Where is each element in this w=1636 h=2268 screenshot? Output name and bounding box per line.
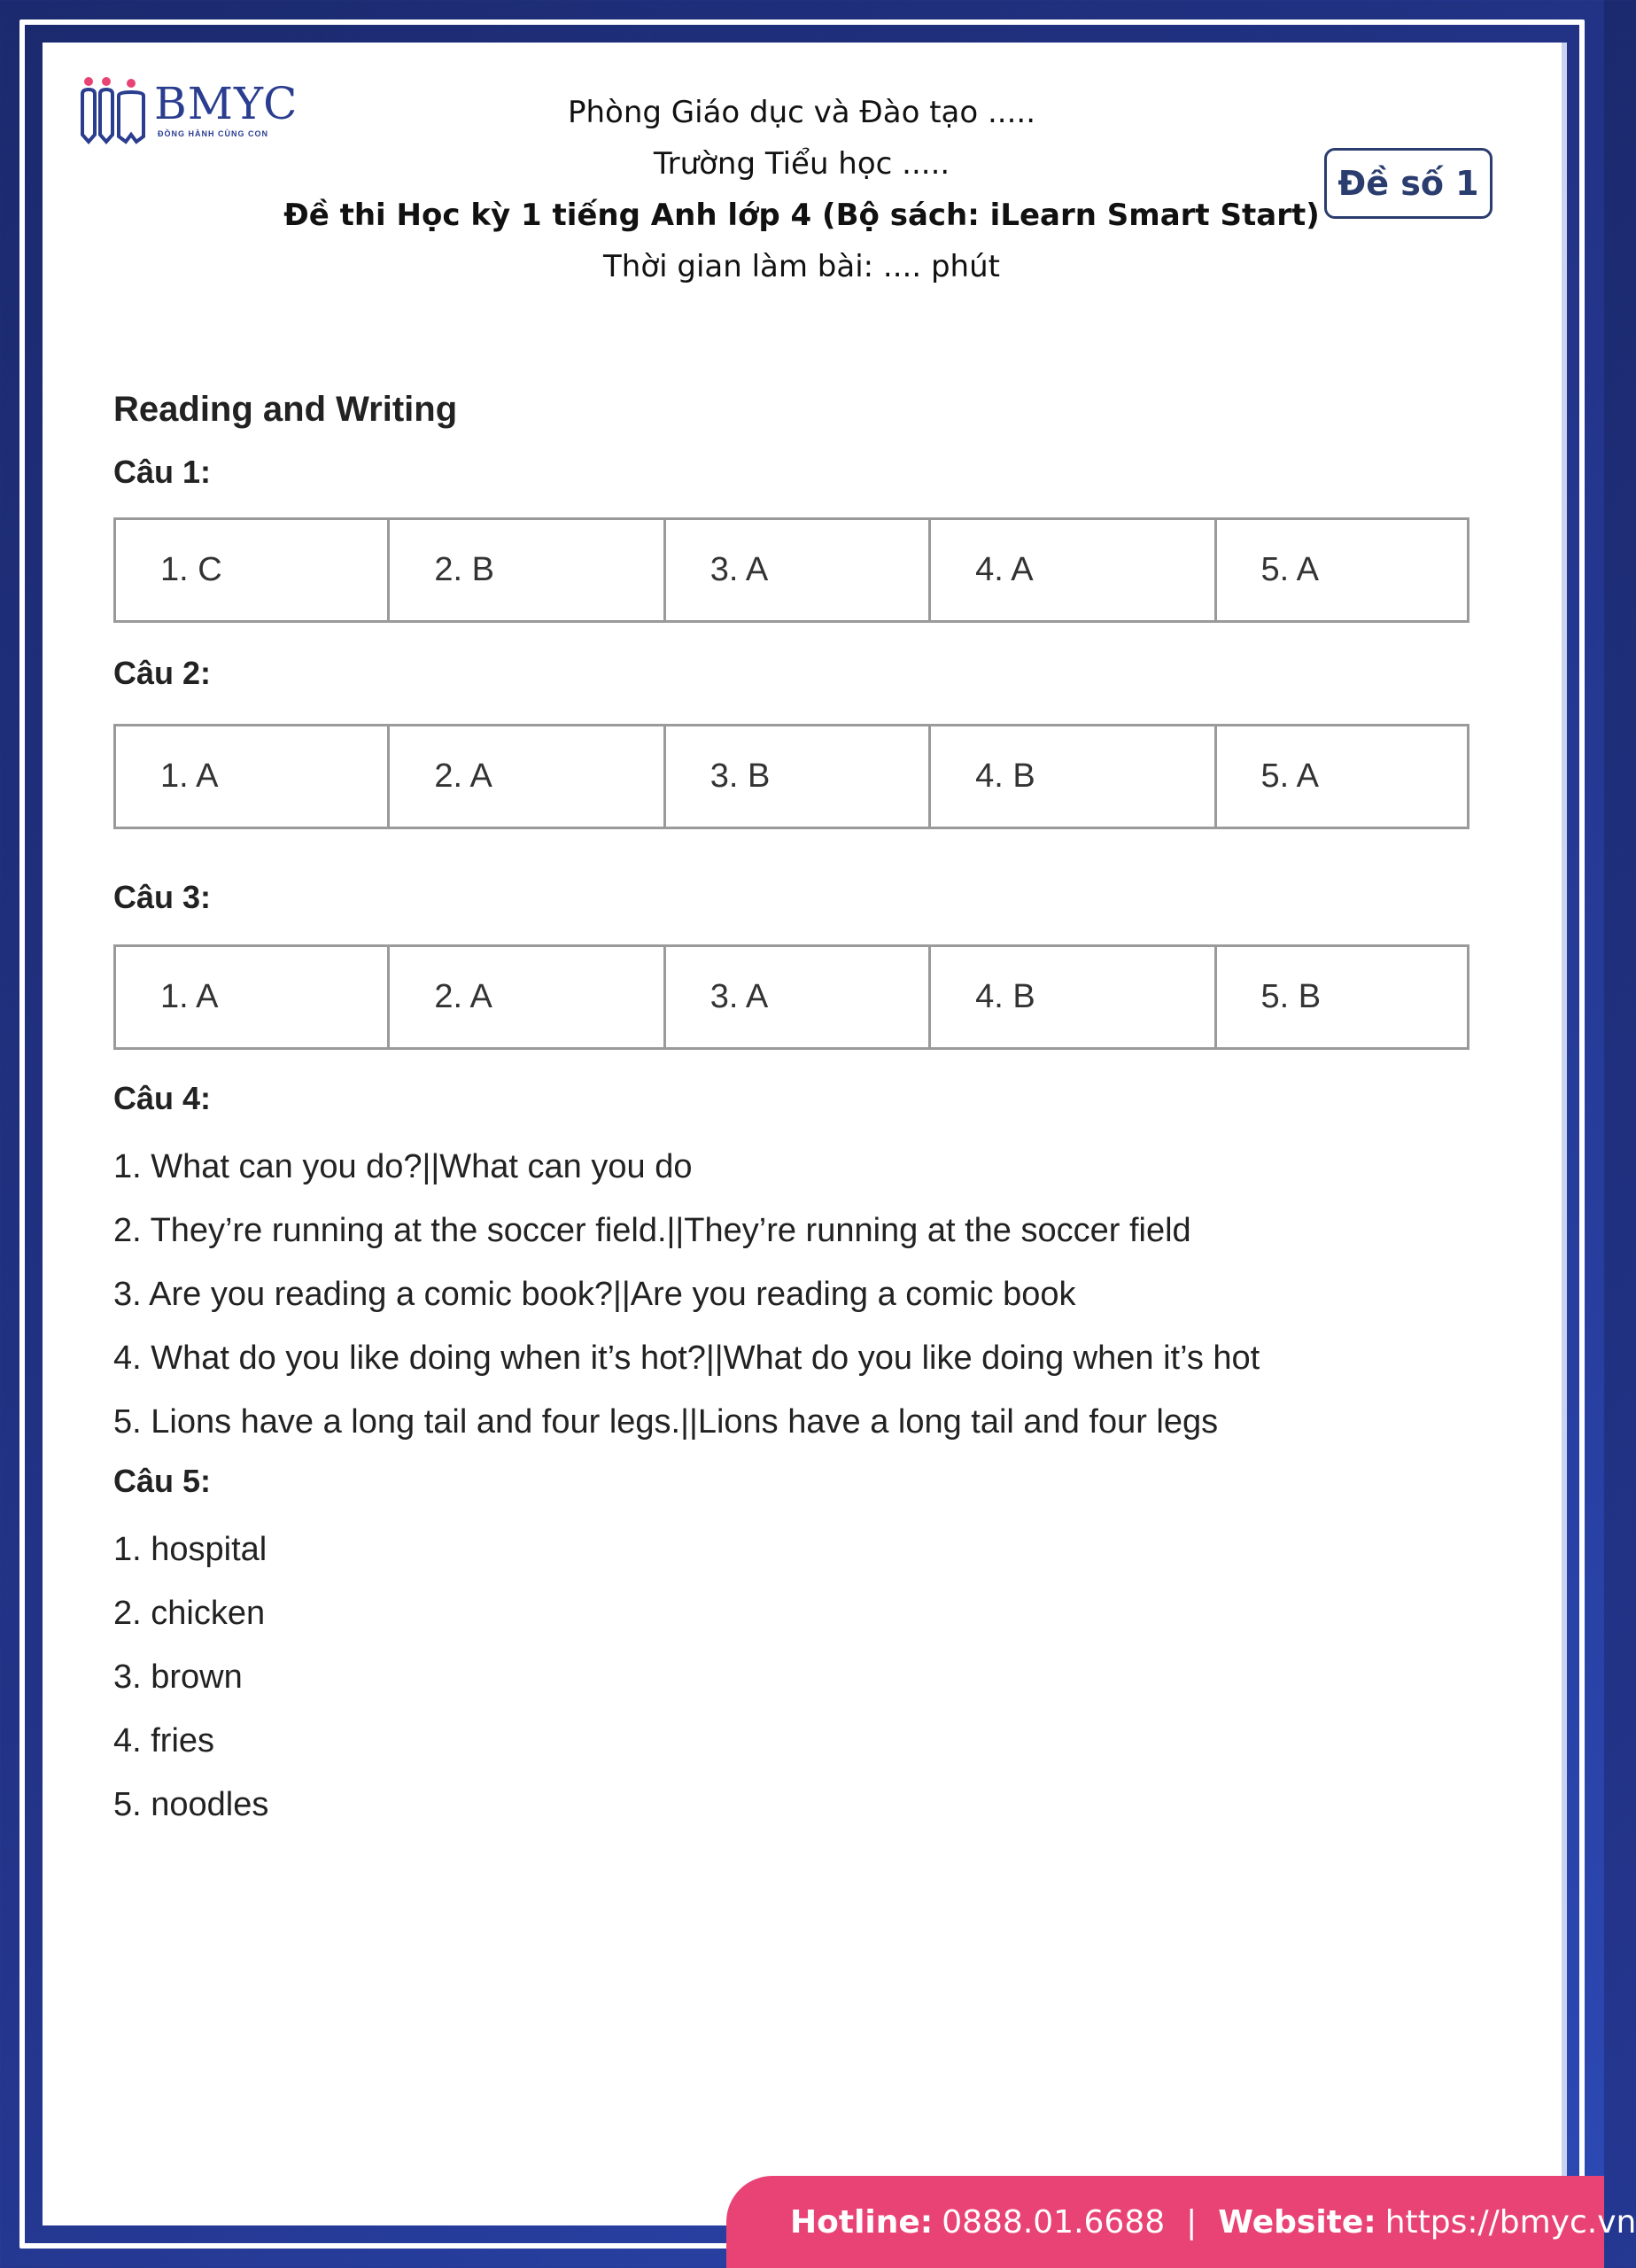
section-title: Reading and Writing xyxy=(113,390,458,429)
answer-cell: 3. B xyxy=(664,726,929,828)
exam-title: Đề thi Học kỳ 1 tiếng Anh lớp 4 (Bộ sách: iLearn Smart Start) xyxy=(283,198,1320,233)
answer-cell: 1. C xyxy=(115,519,389,622)
question-title: Câu 3: xyxy=(113,879,212,915)
family-icon xyxy=(80,74,151,145)
answer-cell: 1. A xyxy=(115,946,389,1049)
question-title: Câu 1: xyxy=(113,454,212,490)
list-item: 5. Lions have a long tail and four legs.||Lions have a long tail and four legs xyxy=(113,1403,1219,1441)
question-title: Câu 2: xyxy=(113,655,212,691)
list-item: 3. Are you reading a comic book?||Are you reading a comic book xyxy=(113,1276,1076,1313)
answer-cell: 3. A xyxy=(664,519,929,622)
exam-number-badge: Đề số 1 xyxy=(1324,148,1493,219)
hotline-number[interactable]: 0888.01.6688 xyxy=(942,2203,1166,2241)
answer-cell: 4. B xyxy=(930,726,1215,828)
table-row xyxy=(115,946,1469,1049)
question-title: Câu 4: xyxy=(113,1080,212,1116)
hotline-label: Hotline: xyxy=(790,2203,934,2241)
answer-cell: 2. B xyxy=(389,519,664,622)
answer-list-q5 xyxy=(113,1518,1477,1837)
list-item: 1. What can you do?||What can you do xyxy=(113,1148,693,1185)
answer-cell: 5. B xyxy=(1215,946,1469,1049)
table-row xyxy=(115,519,1469,622)
answer-cell: 2. A xyxy=(389,946,664,1049)
table-row xyxy=(115,726,1469,828)
answer-cell: 4. B xyxy=(930,946,1215,1049)
time-line: Thời gian làm bài: .... phút xyxy=(603,249,1000,284)
answer-cell: 2. A xyxy=(389,726,664,828)
department-line: Phòng Giáo dục và Đào tạo ..... xyxy=(567,95,1036,130)
list-item: 4. fries xyxy=(113,1722,215,1759)
answer-cell: 3. A xyxy=(664,946,929,1049)
answer-table-q3 xyxy=(113,944,1469,1050)
list-item: 3. brown xyxy=(113,1658,243,1696)
answer-cell: 5. A xyxy=(1215,519,1469,622)
list-item: 1. hospital xyxy=(113,1531,267,1568)
page-edge xyxy=(1562,43,1567,2225)
list-item: 4. What do you like doing when it’s hot?||What do you like doing when it’s hot xyxy=(113,1340,1260,1377)
brand-name: BMYC xyxy=(154,78,299,129)
list-item: 2. chicken xyxy=(113,1595,266,1632)
answer-table-q2 xyxy=(113,724,1469,829)
document-header xyxy=(266,87,1337,292)
answer-cell: 1. A xyxy=(115,726,389,828)
answer-cell: 4. A xyxy=(930,519,1215,622)
footer-separator: | xyxy=(1186,2203,1198,2241)
contact-footer xyxy=(726,2176,1636,2268)
website-link[interactable]: https://bmyc.vn xyxy=(1384,2203,1636,2241)
question-title: Câu 5: xyxy=(113,1463,212,1499)
answer-content xyxy=(113,390,1477,1837)
brand-slogan: ĐỒNG HÀNH CÙNG CON xyxy=(158,129,268,138)
answer-table-q1 xyxy=(113,517,1469,623)
answer-cell: 5. A xyxy=(1215,726,1469,828)
list-item: 2. They’re running at the soccer field.||They’re running at the soccer field xyxy=(113,1212,1191,1249)
school-line: Trường Tiểu học ..... xyxy=(653,146,950,182)
answer-list-q4 xyxy=(113,1135,1477,1454)
brand-logo xyxy=(80,74,299,145)
website-label: Website: xyxy=(1218,2203,1376,2241)
list-item: 5. noodles xyxy=(113,1786,269,1823)
